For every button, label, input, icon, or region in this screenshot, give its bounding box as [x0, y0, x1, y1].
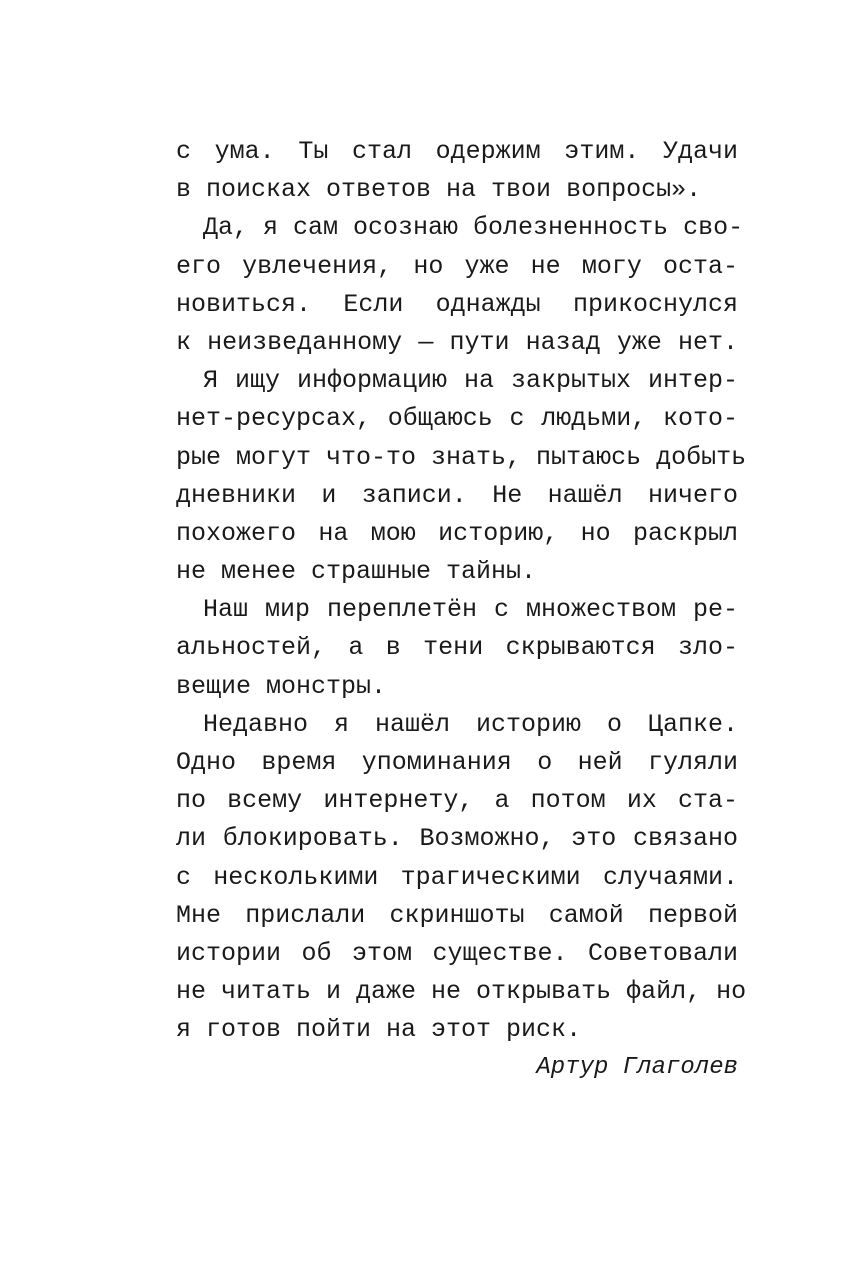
text-line: Одно время упоминания о ней гуляли: [176, 748, 738, 777]
text-line: ли блокировать. Возможно, это связано: [176, 824, 738, 854]
text-line: новиться. Если однажды прикоснулся: [176, 289, 738, 319]
text-line: Я ищу информацию на закрытых интер-: [203, 366, 738, 396]
text-line: с несколькими трагическими случаями.: [176, 862, 738, 892]
text-line: к неизведанному — пути назад уже нет.: [176, 327, 738, 357]
text-line: дневники и записи. Не нашёл ничего: [176, 480, 738, 510]
text-line: с ума. Ты стал одержим этим. Удачи: [176, 137, 738, 166]
text-line: я готов пойти на этот риск.: [176, 1015, 582, 1045]
text-line: Мне прислали скриншоты самой первой: [176, 900, 738, 930]
text-line: рые могут что-то знать, пытаюсь добыть: [176, 442, 747, 472]
text-line: нет-ресурсах, общаюсь с людьми, кото-: [176, 404, 738, 434]
text-line: по всему интернету, а потом их ста-: [176, 786, 738, 816]
text-line: не читать и даже не открывать файл, но: [176, 977, 747, 1007]
text-line: похожего на мою историю, но раскрыл: [176, 518, 738, 548]
text-line: альностей, а в тени скрываются зло-: [176, 633, 738, 663]
text-line: Да, я сам осознаю болезненность сво-: [203, 213, 744, 243]
text-line: Наш мир переплетён с множеством ре-: [203, 595, 738, 625]
text-line: не менее страшные тайны.: [176, 557, 537, 587]
text-line: Недавно я нашёл историю о Цапке.: [203, 709, 738, 739]
text-line: его увлечения, но уже не могу оста-: [176, 251, 738, 281]
text-line: в поисках ответов на твои вопросы».: [176, 175, 702, 205]
text-line: вещие монстры.: [176, 671, 387, 701]
author-signature: Артур Глаголев: [536, 1054, 738, 1081]
body-text: [176, 133, 747, 1050]
text-line: истории об этом существе. Советовали: [176, 938, 738, 968]
